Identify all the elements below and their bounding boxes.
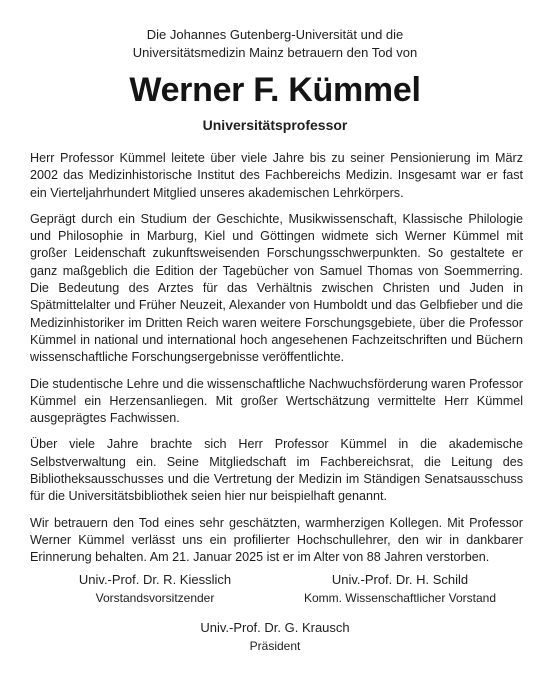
- paragraph-5: Wir betrauern den Tod eines sehr geschätzten, warmherzigen Kollegen. Mit Professor Werner Kümmel verlässt uns ein profilierter Hochschullehrer, den wir in dankbarer Erinnerung behalten. Am 21. Januar 2025 ist er im Alter von 88 Jahren verstorben.: [30, 515, 523, 565]
- intro-text: [0, 26, 550, 62]
- signatory-title: Vorstandsvorsitzender: [95, 591, 215, 605]
- signature-block-kiesslich: [50, 570, 260, 608]
- paragraph-3: Die studentische Lehre und die wissenschaftliche Nachwuchsförderung waren Professor Kümmel ein Herzensanliegen. Mit großer Wertschätzung vermittelte Herr Kümmel ausgeprägtes Fachwissen.: [30, 376, 523, 426]
- intro-line-1: Die Johannes Gutenberg-Universität und die: [146, 27, 404, 42]
- paragraph-4: Über viele Jahre brachte sich Herr Professor Kümmel in die akademische Selbstverwaltung ein. Seine Mitgliedschaft im Fachbereichsrat, die Leitung des Bibliotheksausschusses und die Vertretung der Medizin im Ständigen Senatsausschuss für die Universitätsbibliothek seien hier nur beispielhaft genannt.: [30, 437, 523, 504]
- signatory-name: Univ.-Prof. Dr. R. Kiesslich: [78, 572, 232, 587]
- obituary-body: [30, 150, 523, 576]
- signature-block-schild: [285, 570, 515, 608]
- deceased-name: Werner F. Kümmel: [129, 71, 421, 109]
- deceased-role: Universitätsprofessor: [202, 117, 348, 133]
- signatory-name: Univ.-Prof. Dr. G. Krausch: [200, 620, 350, 635]
- intro-line-2: Universitätsmedizin Mainz betrauern den Tod von: [132, 45, 418, 60]
- signatory-title: Komm. Wissenschaftlicher Vorstand: [303, 591, 497, 605]
- paragraph-2: Geprägt durch ein Studium der Geschichte, Musikwissenschaft, Klassische Philologie und Philosophie in Marburg, Kiel und Göttingen widmete sich Werner Kümmel mit großer Leidenschaft zukunftsweisenden Forschungsschwerpunkten. So gestaltete er ganz maßgeblich die Edition der Tagebücher von Samuel Thomas von Soemmerring. Die Bedeutung des Arztes für das Verhältnis zwischen Christen und Juden in Spätmittelalter und Früher Neuzeit, Alexander von Humboldt und das Gelbfieber und die Medizinhistoriker im Dritten Reich waren weitere Forschungsgebiete, über die Professor Kümmel in national und international hoch angesehenen Fachzeitschriften und Büchern wissenschaftliche Forschungsergebnisse veröffentlichte.: [30, 211, 523, 365]
- signature-block-krausch: [160, 618, 390, 656]
- signatory-title: Präsident: [249, 639, 301, 653]
- paragraph-1: Herr Professor Kümmel leitete über viele Jahre bis zu seiner Pensionierung im März 2002 das Medizinhistorische Institut des Fachbereichs Medizin. Insgesamt war er fast ein Vierteljahrhundert Mitglied unseres akademischen Lehrkörpers.: [30, 151, 523, 200]
- signatory-name: Univ.-Prof. Dr. H. Schild: [331, 572, 469, 587]
